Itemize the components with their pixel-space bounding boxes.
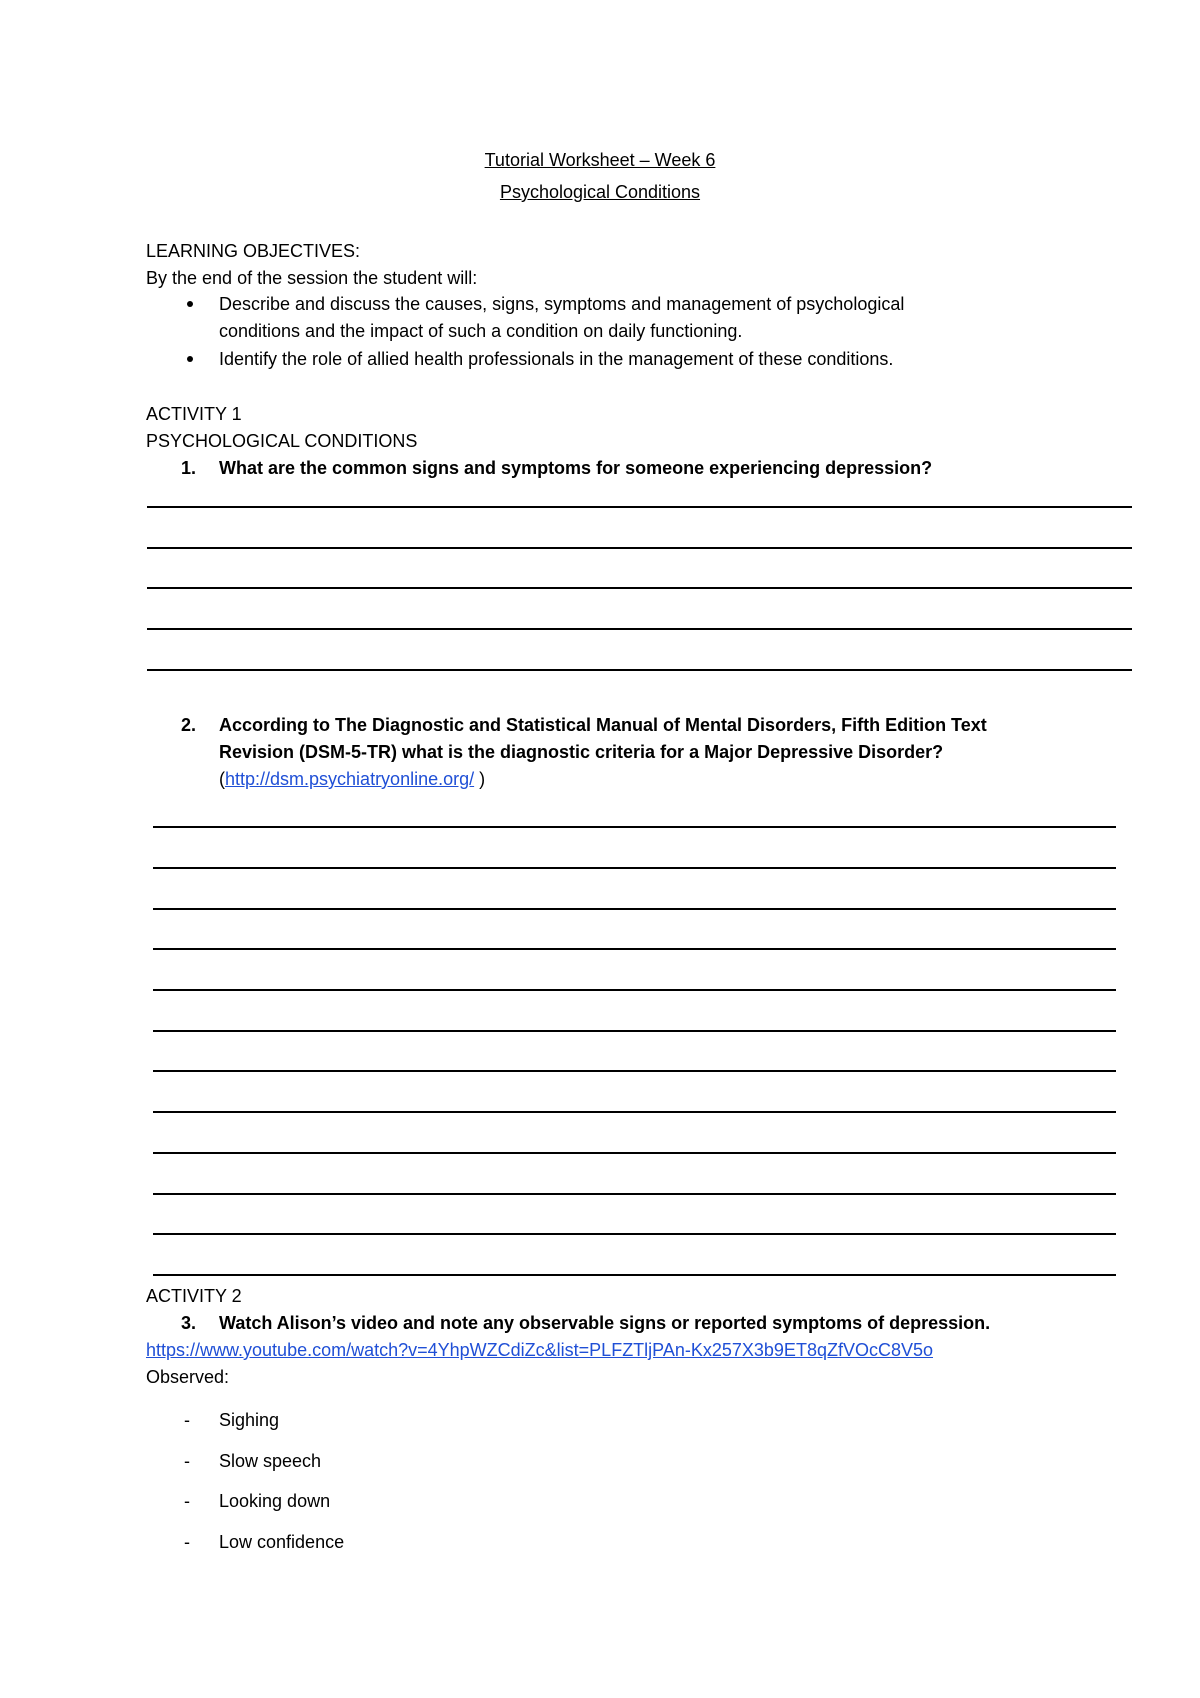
question-3-text: Watch Alison’s video and note any observable signs or reported symptoms of depression. — [219, 1313, 991, 1333]
answer-line[interactable] — [153, 826, 1116, 828]
objectives-intro: By the end of the session the student will: — [146, 268, 478, 288]
question-1-text: What are the common signs and symptoms for someone experiencing depression? — [219, 458, 933, 478]
observed-item: Low confidence — [219, 1532, 345, 1552]
observed-item: Sighing — [219, 1410, 280, 1430]
question-1-number: 1. — [181, 458, 197, 478]
observed-label: Observed: — [146, 1367, 230, 1387]
objectives-heading: LEARNING OBJECTIVES: — [146, 241, 361, 261]
dsm-link[interactable]: http://dsm.psychiatryonline.org/ — [225, 769, 475, 789]
bullet-icon — [187, 356, 193, 362]
answer-line[interactable] — [147, 547, 1132, 549]
question-2-line-1: According to The Diagnostic and Statistical Manual of Mental Disorders, Fifth Edition Text — [219, 715, 987, 735]
observed-item: Looking down — [219, 1491, 331, 1511]
dash-icon: - — [184, 1532, 190, 1552]
objective-2-line-1: Identify the role of allied health professionals in the management of these conditions. — [219, 349, 894, 369]
answer-line[interactable] — [153, 1233, 1116, 1235]
bullet-icon — [187, 301, 193, 307]
page-title: Tutorial Worksheet – Week 6 — [484, 150, 716, 170]
objective-1-line-2: conditions and the impact of such a condition on daily functioning. — [219, 321, 743, 341]
answer-line[interactable] — [147, 669, 1132, 671]
dash-icon: - — [184, 1451, 190, 1471]
dash-icon: - — [184, 1491, 190, 1511]
question-3-number: 3. — [181, 1313, 197, 1333]
activity-1-heading: ACTIVITY 1 — [146, 404, 242, 424]
answer-line[interactable] — [153, 948, 1116, 950]
objective-1-line-1: Describe and discuss the causes, signs, symptoms and management of psychological — [219, 294, 905, 314]
answer-line[interactable] — [153, 1193, 1116, 1195]
answer-line[interactable] — [153, 1111, 1116, 1113]
answer-line[interactable] — [153, 1152, 1116, 1154]
page-subtitle: Psychological Conditions — [499, 182, 701, 202]
observed-item: Slow speech — [219, 1451, 322, 1471]
dash-icon: - — [184, 1410, 190, 1430]
answer-line[interactable] — [147, 587, 1132, 589]
paren-open: ( — [219, 769, 225, 789]
paren-close: ) — [474, 769, 486, 789]
answer-line[interactable] — [153, 867, 1116, 869]
answer-line[interactable] — [153, 989, 1116, 991]
question-2-link-line — [219, 767, 485, 791]
question-2-line-2: Revision (DSM-5-TR) what is the diagnostic criteria for a Major Depressive Disorder? — [219, 742, 944, 762]
question-2-number: 2. — [181, 715, 197, 735]
answer-line[interactable] — [147, 628, 1132, 630]
youtube-link[interactable]: https://www.youtube.com/watch?v=4YhpWZCdiZc&list=PLFZTljPAn-Kx257X3b9ET8qZfVOcC8V5o — [146, 1340, 933, 1360]
answer-line[interactable] — [153, 908, 1116, 910]
answer-line[interactable] — [153, 1030, 1116, 1032]
answer-line[interactable] — [153, 1070, 1116, 1072]
answer-line[interactable] — [147, 506, 1132, 508]
answer-line[interactable] — [153, 1274, 1116, 1276]
activity-2-heading: ACTIVITY 2 — [146, 1286, 242, 1306]
activity-1-subheading: PSYCHOLOGICAL CONDITIONS — [146, 431, 418, 451]
